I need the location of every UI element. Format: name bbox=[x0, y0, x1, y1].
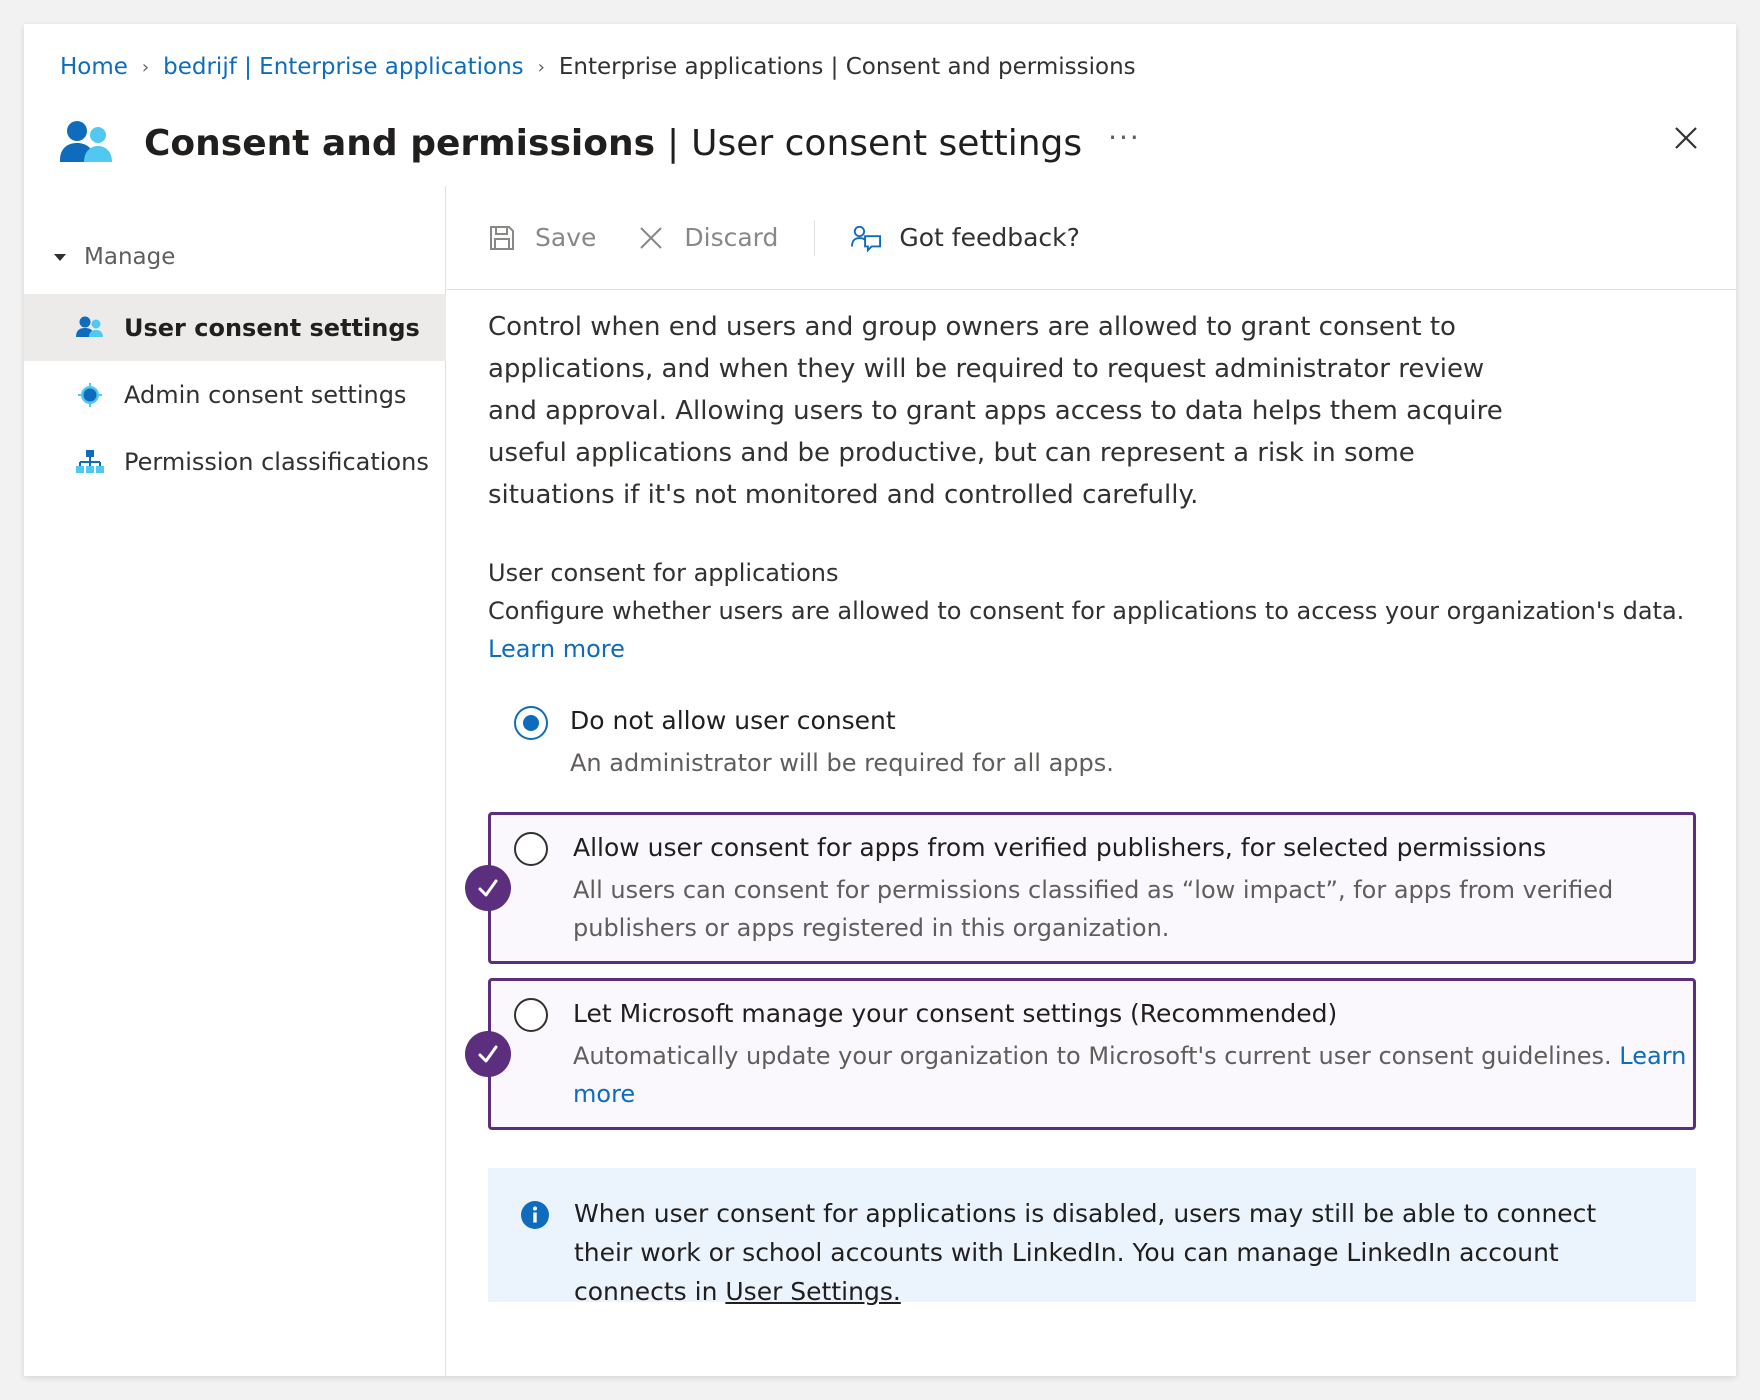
close-icon bbox=[636, 223, 666, 253]
info-icon bbox=[520, 1200, 550, 1230]
hierarchy-icon bbox=[76, 448, 104, 476]
user-settings-link[interactable]: User Settings. bbox=[725, 1277, 901, 1306]
sidebar-item-user-consent-settings[interactable] bbox=[24, 294, 446, 361]
option-do-not-allow bbox=[488, 688, 1696, 796]
radio-do-not-allow[interactable] bbox=[514, 706, 548, 740]
breadcrumb bbox=[60, 54, 1136, 80]
sidebar-item-label: Permission classifications bbox=[124, 447, 429, 476]
sidebar-item-admin-consent-settings[interactable] bbox=[24, 361, 446, 428]
main-panel bbox=[24, 24, 1736, 1376]
discard-label: Discard bbox=[684, 223, 779, 252]
checkmark-badge-icon bbox=[465, 865, 511, 911]
page-title: Consent and permissions bbox=[144, 122, 655, 164]
sidebar-item-permission-classifications[interactable] bbox=[24, 428, 446, 495]
breadcrumb-separator: › bbox=[141, 56, 150, 78]
consent-options bbox=[488, 688, 1708, 1130]
radio-microsoft-managed[interactable] bbox=[514, 998, 548, 1032]
discard-button[interactable] bbox=[636, 223, 778, 253]
option-description: All users can consent for permissions classified as “low impact”, for apps from verified publishers or apps registered in this organization. bbox=[573, 876, 1614, 942]
sidebar bbox=[24, 186, 446, 1376]
info-text-body: When user consent for applications is disabled, users may still be able to connect their work or school accounts with LinkedIn. You can manage LinkedIn account connects in bbox=[574, 1199, 1597, 1306]
learn-more-link[interactable]: Learn more bbox=[573, 1042, 1687, 1108]
info-text bbox=[574, 1194, 1656, 1311]
more-options-button[interactable]: ··· bbox=[1108, 120, 1141, 154]
sidebar-group-manage[interactable] bbox=[52, 244, 175, 270]
feedback-button[interactable] bbox=[851, 223, 1080, 253]
option-microsoft-managed bbox=[488, 978, 1696, 1130]
option-label[interactable]: Let Microsoft manage your consent settings (Recommended) bbox=[573, 999, 1338, 1028]
close-icon bbox=[1675, 127, 1697, 149]
users-icon bbox=[60, 118, 114, 168]
save-button[interactable] bbox=[487, 223, 596, 253]
option-description: An administrator will be required for all apps. bbox=[570, 749, 1114, 777]
breadcrumb-current: Enterprise applications | Consent and permissions bbox=[558, 54, 1136, 80]
info-message-bar bbox=[488, 1168, 1696, 1306]
command-bar bbox=[447, 186, 1736, 290]
section-description-text: Configure whether users are allowed to consent for applications to access your organization's data. bbox=[488, 597, 1685, 625]
users-icon bbox=[76, 314, 104, 342]
option-description-text: Automatically update your organization to Microsoft's current user consent guidelines. bbox=[573, 1042, 1612, 1070]
title-separator: | bbox=[667, 122, 680, 164]
content-area bbox=[488, 306, 1708, 1306]
option-description bbox=[573, 1037, 1693, 1113]
caret-down-icon bbox=[52, 249, 68, 265]
intro-text: Control when end users and group owners are allowed to grant consent to applications, and when they will be required to request administrator review and approval. Allowing users to grant apps access to data helps them acquire useful applications and be productive, but can represent a risk in some situations if it's not monitored and controlled carefully. bbox=[488, 312, 1503, 510]
toolbar-divider bbox=[814, 220, 815, 256]
checkmark-badge-icon bbox=[465, 1031, 511, 1077]
feedback-icon bbox=[851, 223, 881, 253]
option-allow-verified-publishers bbox=[488, 812, 1696, 964]
sidebar-item-label: Admin consent settings bbox=[124, 380, 407, 409]
feedback-label: Got feedback? bbox=[899, 223, 1080, 252]
breadcrumb-home[interactable]: Home bbox=[60, 54, 128, 80]
save-icon bbox=[487, 223, 517, 253]
option-label[interactable]: Do not allow user consent bbox=[570, 706, 896, 735]
gear-icon bbox=[76, 381, 104, 409]
section-description bbox=[488, 592, 1708, 668]
learn-more-link[interactable]: Learn more bbox=[488, 635, 625, 663]
close-button[interactable] bbox=[1664, 116, 1708, 160]
sidebar-item-label: User consent settings bbox=[124, 313, 420, 342]
option-label[interactable]: Allow user consent for apps from verified publishers, for selected permissions bbox=[573, 833, 1547, 862]
breadcrumb-parent[interactable]: bedrijf | Enterprise applications bbox=[163, 54, 524, 80]
page-subtitle: User consent settings bbox=[691, 122, 1083, 164]
radio-allow-verified-publishers[interactable] bbox=[514, 832, 548, 866]
breadcrumb-separator: › bbox=[537, 56, 545, 78]
page-header bbox=[60, 108, 1141, 178]
sidebar-group-label: Manage bbox=[84, 244, 176, 270]
save-label: Save bbox=[535, 223, 597, 252]
section-label: User consent for applications bbox=[488, 559, 839, 587]
